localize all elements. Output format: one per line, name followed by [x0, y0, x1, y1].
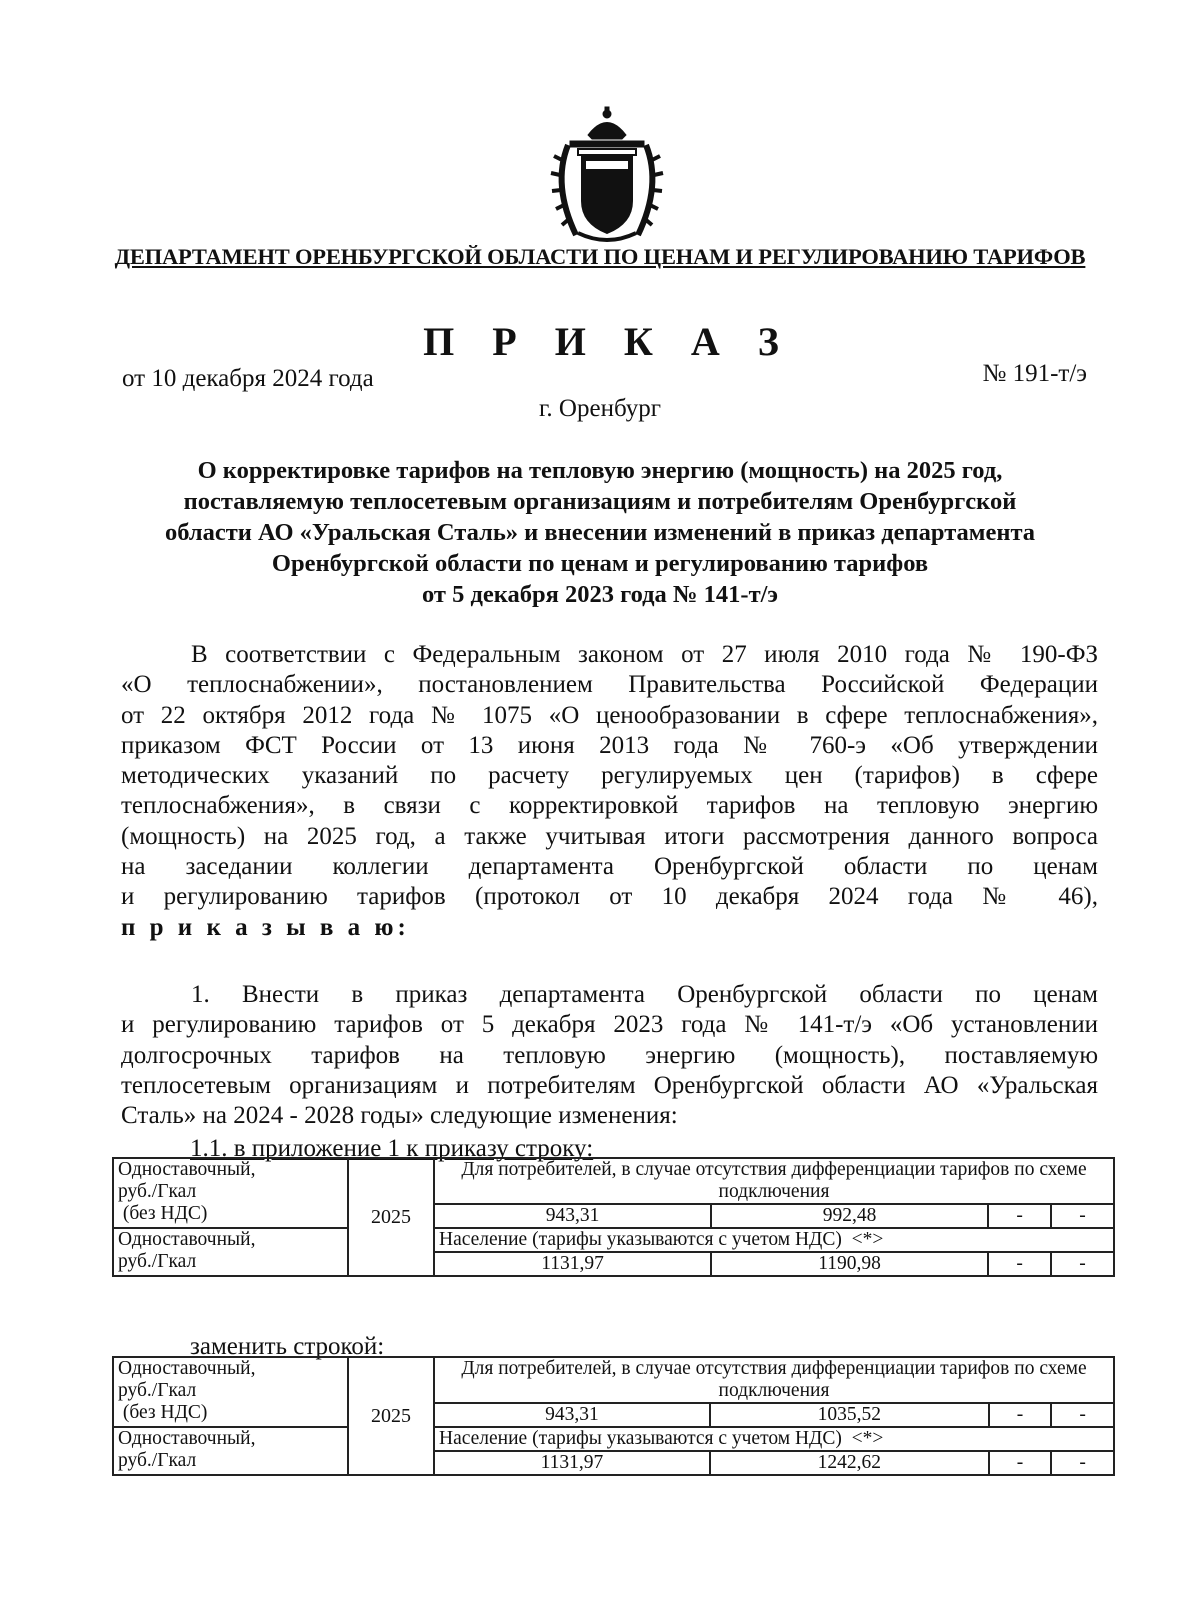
paragraph-line: методических указаний по расчету регулируемых цен (тарифов) в сфере [121, 762, 1098, 790]
year-cell: 2025 [348, 1158, 434, 1276]
value-cell: - [1051, 1204, 1114, 1228]
table-row [113, 1158, 1114, 1204]
category-line: руб./Гкал [118, 1450, 197, 1471]
category-line: Одноставочный, [118, 1229, 256, 1250]
paragraph-line: и регулированию тарифов от 5 декабря 2023 года № 141-т/э «Об установлении [121, 1011, 1098, 1039]
value-cell: - [1051, 1403, 1114, 1427]
category-line: Одноставочный, [118, 1358, 256, 1379]
category-line: Одноставочный, [118, 1159, 256, 1180]
value-cell: 1242,62 [710, 1451, 989, 1475]
heading-line: Оренбургской области по ценам и регулированию тарифов [271, 550, 929, 577]
coat-of-arms-emblem [548, 105, 666, 247]
paragraph-line: Сталь» на 2024 - 2028 годы» следующие изменения: [121, 1102, 678, 1130]
item-1-paragraph [121, 980, 1098, 1131]
tariff-table-new [112, 1356, 1115, 1476]
paragraph-line: и регулированию тарифов (протокол от 10 декабря 2024 года № 46), [121, 883, 1098, 911]
order-heading [110, 455, 1090, 610]
year-cell: 2025 [348, 1357, 434, 1475]
heading-line: от 5 декабря 2023 года № 141-т/э [421, 581, 778, 608]
category-cell [113, 1357, 348, 1427]
category-line: Одноставочный, [118, 1428, 256, 1449]
order-word: п р и к а з ы в а ю: [121, 913, 410, 941]
heading-line: области АО «Уральская Сталь» и внесении изменений в приказ департамента [164, 519, 1036, 546]
value-cell: - [988, 1252, 1051, 1276]
paragraph-line: теплоснабжения», в связи с корректировкой тарифов на тепловую энергию [121, 792, 1098, 820]
value-cell: 1131,97 [434, 1252, 711, 1276]
preamble-paragraph [121, 640, 1098, 943]
order-number: № 191-т/э [982, 360, 1087, 387]
value-cell: 943,31 [434, 1204, 711, 1228]
heading-line: поставляемую теплосетевым организациям и потребителям Оренбургской [183, 488, 1017, 515]
category-line: руб./Гкал [118, 1181, 197, 1202]
paragraph-line: долгосрочных тарифов на тепловую энергию (мощность), поставляемую [121, 1041, 1098, 1069]
order-date: от 10 декабря 2024 года [122, 365, 374, 392]
value-cell: 1190,98 [711, 1252, 988, 1276]
table-row [113, 1228, 1114, 1252]
category-cell [113, 1228, 348, 1276]
category-line: (без НДС) [118, 1402, 208, 1423]
population-header-cell: Население (тарифы указываются с учетом НДС) <*> [434, 1228, 1114, 1252]
department-name: ДЕПАРТАМЕНТ ОРЕНБУРГСКОЙ ОБЛАСТИ ПО ЦЕНАМ И РЕГУЛИРОВАНИЮ ТАРИФОВ [114, 244, 1086, 269]
heading-line: О корректировке тарифов на тепловую энергию (мощность) на 2025 год, [197, 457, 1003, 484]
value-cell: 943,31 [434, 1403, 710, 1427]
paragraph-line: (мощность) на 2025 год, а также учитывая итоги рассмотрения данного вопроса [121, 822, 1098, 850]
value-cell: 992,48 [711, 1204, 988, 1228]
paragraph-line: на заседании коллегии департамента Оренбургской области по ценам [121, 853, 1098, 881]
tariff-table-old [112, 1157, 1115, 1277]
consumer-header-cell: Для потребителей, в случае отсутствия дифференциации тарифов по схеме подключения [434, 1158, 1114, 1204]
category-cell [113, 1427, 348, 1475]
category-cell [113, 1158, 348, 1228]
document-type-title: П Р И К А З [423, 319, 793, 364]
paragraph-line: теплосетевым организациям и потребителям Оренбургской области АО «Уральская [121, 1071, 1098, 1099]
category-line: руб./Гкал [118, 1380, 197, 1401]
value-cell: 1131,97 [434, 1451, 710, 1475]
paragraph-line: от 22 октября 2012 года № 1075 «О ценообразовании в сфере теплоснабжения», [121, 701, 1098, 729]
city: г. Оренбург [539, 395, 661, 422]
paragraph-line: 1. Внести в приказ департамента Оренбургской области по ценам [191, 981, 1098, 1008]
table-row [113, 1427, 1114, 1451]
value-cell: - [1051, 1252, 1114, 1276]
paragraph-line: «О теплоснабжении», постановлением Правительства Российской Федерации [121, 671, 1098, 699]
replace-with-label: заменить строкой: [190, 1333, 385, 1360]
value-cell: - [1051, 1451, 1114, 1475]
value-cell: - [989, 1451, 1052, 1475]
paragraph-line: В соответствии с Федеральным законом от 27 июля 2010 года № 190-ФЗ [191, 641, 1098, 668]
population-header-cell: Население (тарифы указываются с учетом НДС) <*> [434, 1427, 1114, 1451]
category-line: (без НДС) [118, 1203, 208, 1224]
value-cell: - [989, 1403, 1052, 1427]
paragraph-line: приказом ФСТ России от 13 июня 2013 года № 760-э «Об утверждении [121, 731, 1098, 759]
table-row [113, 1357, 1114, 1403]
subitem-1-1: 1.1. в приложение 1 к приказу строку: [190, 1135, 594, 1162]
value-cell: - [988, 1204, 1051, 1228]
value-cell: 1035,52 [710, 1403, 989, 1427]
consumer-header-cell: Для потребителей, в случае отсутствия дифференциации тарифов по схеме подключения [434, 1357, 1114, 1403]
category-line: руб./Гкал [118, 1251, 197, 1272]
